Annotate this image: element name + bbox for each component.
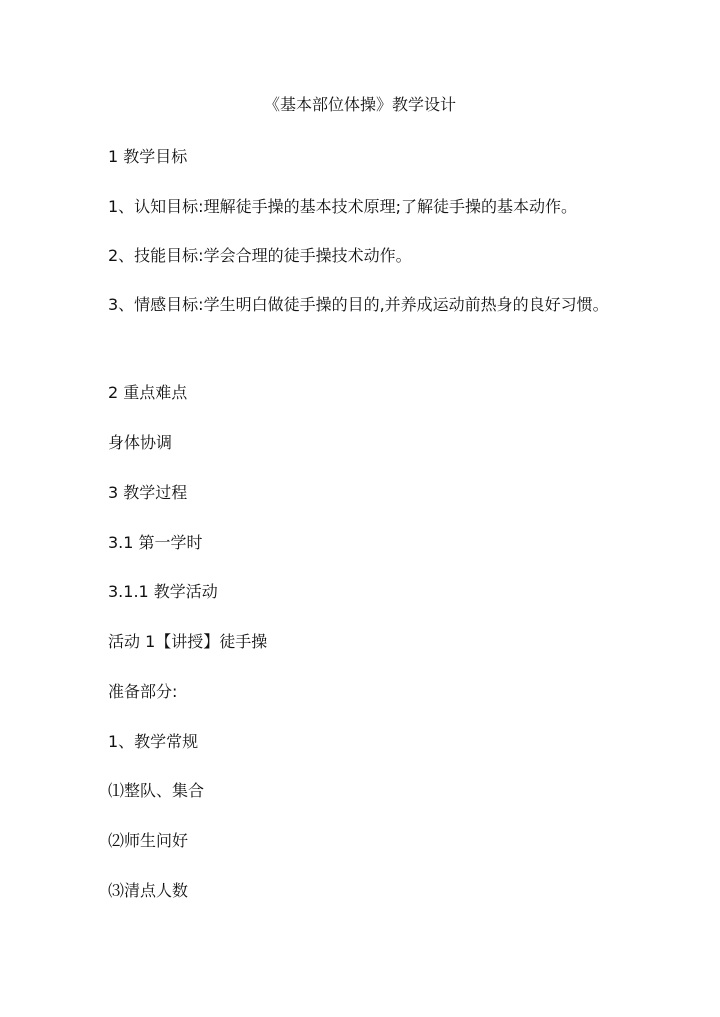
routine-step-1: ⑴整队、集合 — [108, 781, 205, 800]
goal-emotional: 3、情感目标:学生明白做徒手操的目的,并养成运动前热身的良好习惯。 — [108, 295, 609, 314]
goal-cognitive: 1、认知目标:理解徒手操的基本技术原理;了解徒手操的基本动作。 — [108, 197, 577, 216]
subheading-first-lesson: 3.1 第一学时 — [108, 533, 203, 552]
activity-1-title: 活动 1【讲授】徒手操 — [108, 632, 268, 651]
goal-skill: 2、技能目标:学会合理的徒手操技术动作。 — [108, 246, 412, 265]
key-point-body-coordination: 身体协调 — [108, 433, 173, 452]
subheading-teaching-activity: 3.1.1 教学活动 — [108, 582, 218, 601]
preparation-section: 准备部分: — [108, 682, 178, 701]
heading-key-points: 2 重点难点 — [108, 383, 188, 402]
heading-teaching-goals: 1 教学目标 — [108, 147, 188, 166]
routine-step-2: ⑵师生问好 — [108, 831, 189, 850]
heading-teaching-process: 3 教学过程 — [108, 483, 188, 502]
routine-step-3: ⑶清点人数 — [108, 881, 189, 900]
document-title: 《基本部位体操》教学设计 — [263, 95, 456, 114]
teaching-routine: 1、教学常规 — [108, 732, 199, 751]
